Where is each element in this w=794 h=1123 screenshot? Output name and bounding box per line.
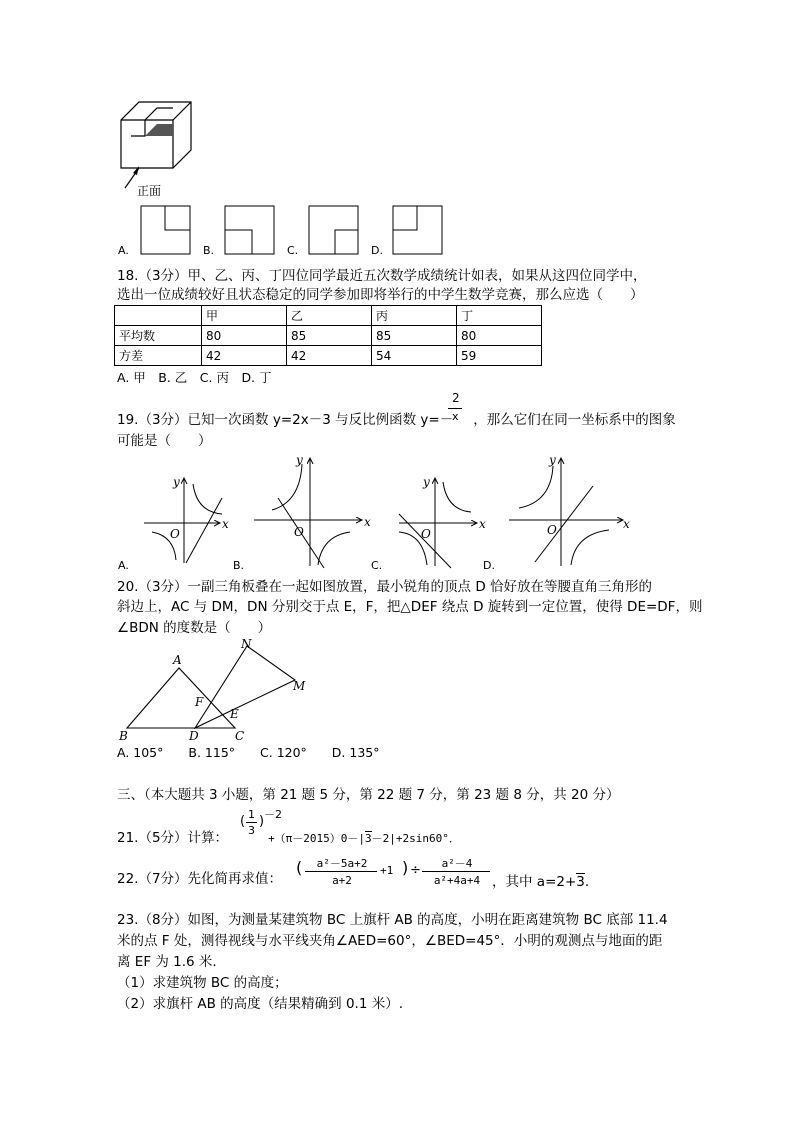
q20-text-line1: 20.（3分）一副三角板叠在一起如图放置，最小锐角的顶点 D 恰好放在等腰直角三角形的 [117,579,653,595]
q22-num2: a²－4 [441,857,473,870]
q19-text-a: 19.（3分）已知一次函数 y=2x－3 与反比例函数 y=－ [117,412,454,428]
origin-label: O [547,523,557,537]
q17-option-b[interactable]: B. [203,244,215,257]
q21-exponent: －2 [264,808,282,821]
front-label: 正面 [137,184,162,198]
table-row: 方差 42 42 54 59 [115,346,542,366]
q22-den2: a²+4a+4 [433,874,481,887]
q21-expression: +（π－2015）0－| [268,832,366,845]
q19-frac-numerator: 2 [452,391,460,405]
q18-text-line1: 18.（3分）甲、乙、丙、丁四位同学最近五次数学成绩统计如表，如果从这四位同学中， [117,268,647,284]
x-axis-label: x [364,515,371,529]
point-c-label: C [235,729,245,743]
q21-frac-numerator: 1 [248,808,255,821]
q20-choices[interactable]: A. 105° B. 115° C. 120° D. 135° [117,745,380,760]
point-e-label: E [230,707,239,721]
point-m-label: M [293,679,306,693]
q18-choices[interactable]: A. 甲 B. 乙 C. 丙 D. 丁 [117,370,272,385]
y-axis-label: y [549,453,556,467]
q23-text-line2: 米的点 F 处，测得视线与水平线夹角∠AED=60°，∠BED=45°．小明的观测点与地面的距 [117,933,663,949]
q20-text-line2: 斜边上，AC 与 DM，DN 分别交于点 E，F，把△DEF 绕点 D 旋转到一定位置，使得 DE=DF，则 [117,599,703,615]
q21-sqrt: 3 [365,832,372,845]
q23-text-line1: 23.（8分）如图，为测量某建筑物 BC 上旗杆 AB 的高度，小明在距离建筑物 BC 底部 11.4 [117,912,668,928]
q18-text-line2: 选出一位成绩较好且状态稳定的同学参加即将举行的中学生数学竞赛，那么应选（ ） [117,287,644,303]
q22-suffix: ，其中 a=2+ [492,874,577,890]
q19-option-b[interactable]: B. [233,559,245,572]
q21-frac-denominator: 3 [248,824,255,837]
q19-text-line2: 可能是（ ） [117,433,212,449]
q22-divide: ÷ [410,863,421,878]
q23-part2: （2）求旗杆 AB 的高度（结果精确到 0.1 米）. [117,996,404,1012]
q18-stats-table [114,305,542,366]
q20-text-line3: ∠BDN 的度数是（ ） [117,620,272,636]
y-axis-label: y [173,475,180,489]
origin-label: O [421,527,431,541]
q23-text-line3: 离 EF 为 1.6 米． [117,954,226,970]
q17-option-c[interactable]: C. [287,244,299,257]
q23-part1: （1）求建筑物 BC 的高度； [117,975,288,991]
point-d-label: D [189,729,199,743]
q21-expression-end: －2|+2sin60°． [371,832,460,845]
point-a-label: A [173,653,182,667]
q17-view-d [392,205,444,257]
q22-num1: a²－5a+2 [316,857,368,870]
q19-graph-b [250,450,375,570]
q19-option-a[interactable]: A. [118,559,129,572]
q17-option-a[interactable]: A. [118,244,129,257]
q19-option-c[interactable]: C. [371,559,383,572]
x-axis-label: x [222,517,229,531]
y-axis-label: y [296,453,303,467]
point-f-label: F [195,695,204,709]
q17-view-c [308,205,360,257]
x-axis-label: x [623,517,630,531]
q22-den1: a+2 [332,874,352,887]
origin-label: O [170,527,180,541]
q22-sqrt: 3 [576,874,585,890]
q17-view-a [140,205,192,257]
q19-text-b: ，那么它们在同一坐标系中的图象 [473,412,676,428]
q22-plus-one: +1 [380,864,394,877]
table-row: 平均数 80 85 85 80 [115,326,542,346]
table-row: 甲 乙 丙 丁 [115,306,542,326]
y-axis-label: y [423,475,430,489]
x-axis-label: x [479,517,486,531]
q19-frac-denominator: x [452,410,459,423]
q19-graph-d [505,450,630,570]
q22-prefix: 22.（7分）先化简再求值： [117,871,283,887]
point-n-label: N [241,637,252,651]
q19-graph-c [395,470,490,570]
q19-option-d[interactable]: D. [483,559,495,572]
q21-prefix: 21.（5分）计算： [117,830,229,846]
section-3-heading: 三、（本大题共 3 小题，第 21 题 5 分，第 22 题 7 分，第 23 题 8 分，共 20 分） [117,787,620,803]
origin-label: O [294,525,304,539]
q17-view-b [224,205,276,257]
q19-graph-a [140,470,235,565]
q17-option-d[interactable]: D. [371,244,383,257]
q20-triangle-figure [115,634,325,744]
point-b-label: B [119,729,128,743]
